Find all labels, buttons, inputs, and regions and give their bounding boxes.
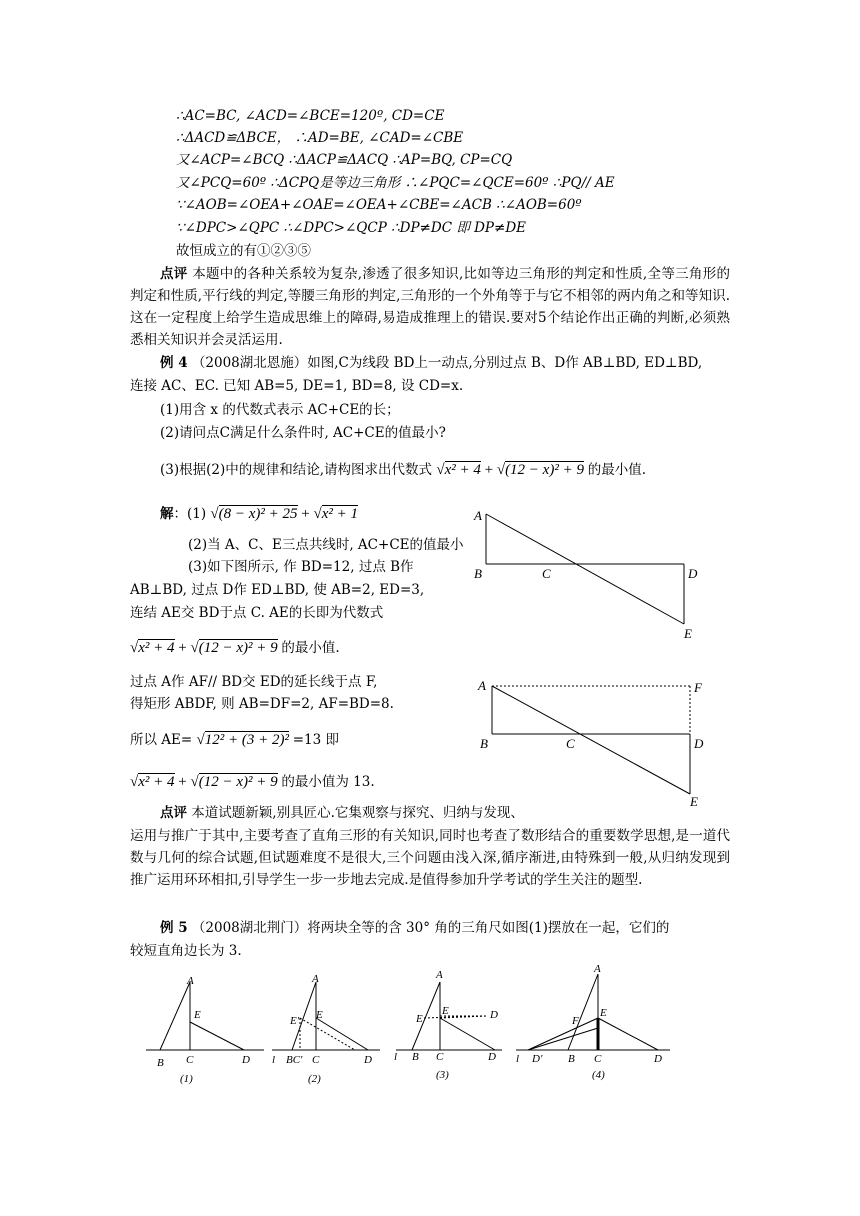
- radical-expression: √(8 − x)² + 25 + √x² + 1: [210, 506, 359, 522]
- point-label-a: A: [474, 508, 482, 523]
- point-label-e: E: [684, 626, 692, 641]
- point-label-c: C: [436, 1051, 444, 1063]
- point-label-c: C: [312, 1054, 320, 1066]
- radicand: x² + 1: [321, 506, 359, 522]
- point-label-d-2: D: [490, 1009, 498, 1021]
- point-label-bc-prime: BC': [286, 1054, 303, 1066]
- solution-3d-suffix: 的最小值.: [281, 640, 340, 656]
- line-label-l: l: [394, 1051, 398, 1063]
- figure-5-3: [396, 982, 502, 1050]
- comment-text: 本题中的各种关系较为复杂,渗透了很多知识,比如等边三角形的判定和性质,全等三角形的判定和性质,平行线的判定,等腰三角形的判定,三角形的一个外角等于与它不相邻的两内角之和等知识.这在一定程度上给学生造成思维上的障碍,易造成推理上的错误.要对5个结论作出正确的判断,必须熟悉相关知识并会灵活运用.: [130, 266, 731, 348]
- radicand: 12² + (3 + 2)²: [204, 732, 289, 748]
- radical-expression: √12² + (3 + 2)²: [196, 732, 289, 748]
- plus-sign: +: [484, 462, 494, 478]
- solution-1-prefix: ：(1): [173, 506, 207, 522]
- plus-sign: +: [178, 774, 187, 790]
- solution-6: [130, 769, 375, 795]
- point-label-d: D: [688, 566, 698, 581]
- solution-6-suffix: 的最小值为 13.: [281, 774, 375, 790]
- figure-5-4: [516, 974, 670, 1050]
- radicand: (12 − x)² + 9: [505, 462, 584, 478]
- solution-4a: 过点 A作 AF// BD交 ED的延长线于点 F,: [130, 674, 378, 690]
- point-label-a: A: [436, 969, 443, 981]
- example5-line2: 较短直角边长为 3.: [130, 943, 242, 959]
- example4-line1: [160, 353, 702, 373]
- solution-5-prefix: 所以 AE=: [130, 732, 193, 748]
- radicand: (12 − x)² + 9: [198, 640, 278, 656]
- question-3-suffix: 的最小值.: [587, 462, 646, 478]
- radicand: (8 − x)² + 25: [218, 506, 298, 522]
- point-label-a: A: [312, 973, 319, 985]
- point-label-b: B: [157, 1057, 164, 1069]
- proof-line: ∵∠DPC>∠QPC ∴∠DPC>∠QCP ∴DP≠DC 即 DP≠DE: [176, 220, 527, 236]
- plus-sign: +: [301, 506, 310, 522]
- comment2-text-line1: 本道试题新颖,别具匠心.它集观察与探究、归纳与发现、: [191, 805, 524, 821]
- radicand: x² + 4: [138, 774, 175, 790]
- point-label-f: F: [694, 680, 702, 695]
- radical-expression: √x² + 4 + √(12 − x)² + 9: [130, 640, 278, 656]
- line-label-l: l: [516, 1053, 520, 1065]
- figure-caption: (1): [180, 1073, 193, 1085]
- question-3: [160, 457, 646, 483]
- comment2-label: 点评: [160, 805, 187, 821]
- question-2: (2)请问点C满足什么条件时, AC+CE的值最小?: [160, 425, 446, 441]
- solution-5: [130, 727, 339, 753]
- solution-3a: (3)如下图所示, 作 BD=12, 过点 B作: [188, 559, 414, 575]
- proof-line: 又∠ACP=∠BCQ ∴ΔACP≌ΔACQ ∴AP=BQ, CP=CQ: [176, 152, 513, 168]
- figure-5-2: [272, 982, 380, 1050]
- figure-5-1: [146, 982, 264, 1050]
- comment2-line1: [160, 803, 524, 823]
- proof-line: 又∠PCQ=60º ∴ΔCPQ是等边三角形 ∴∠PQC=∠QCE=60º ∴PQ// AE: [176, 175, 615, 191]
- point-label-d: D: [654, 1053, 662, 1065]
- proof-line: ∴AC=BC, ∠ACD=∠BCE=120º, CD=CE: [176, 108, 445, 124]
- point-label-f: F: [572, 1015, 579, 1027]
- point-label-b: B: [480, 736, 488, 751]
- example4-line2: 连接 AC、EC. 已知 AB=5, DE=1, BD=8, 设 CD=x.: [130, 378, 464, 394]
- point-label-a: A: [187, 975, 194, 987]
- point-label-a: A: [594, 963, 601, 975]
- figure-caption: (4): [592, 1069, 605, 1081]
- figure-example5-row: [140, 960, 680, 1090]
- figure-example4-top: [466, 500, 726, 650]
- segment-ae: [486, 514, 684, 624]
- point-label-b: B: [568, 1053, 575, 1065]
- radical-expression: √x² + 4 + √(12 − x)² + 9: [130, 774, 278, 790]
- point-label-c: C: [566, 736, 575, 751]
- comment-label: 点评: [160, 266, 188, 282]
- figure-caption: (2): [308, 1073, 321, 1085]
- point-label-e: E: [194, 1009, 201, 1021]
- solution-1: [160, 502, 358, 526]
- point-label-d: D: [694, 736, 704, 751]
- point-label-e: E: [316, 1009, 323, 1021]
- example5-line1: [160, 918, 669, 938]
- comment-paragraph: [130, 263, 730, 351]
- figure-example4-bottom: [466, 672, 726, 812]
- question-3-prefix: (3)根据(2)中的规律和结论,请构图求出代数式: [160, 462, 433, 478]
- point-label-c: C: [594, 1053, 602, 1065]
- point-label-e: E: [690, 794, 698, 809]
- example5-label: 例 5: [160, 920, 188, 936]
- point-label-b: B: [412, 1051, 419, 1063]
- point-label-d: D: [242, 1054, 250, 1066]
- solution-4b: 得矩形 ABDF, 则 AB=DF=2, AF=BD=8.: [130, 696, 394, 712]
- proof-conclusion: 故恒成立的有①②③⑤: [176, 243, 311, 259]
- comment2-paragraph: 运用与推广于其中,主要考查了直角三形的有关知识,同时也考查了数形结合的重要数学思想,是一道代数与几何的综合试题,但试题难度不是很大,三个问题由浅入深,循序渐进,由特殊到一般,从归纳发现到推广运用环环相扣,引导学生一步一步地去完成.是值得参加升学考试的学生关注的题型.: [130, 828, 730, 888]
- radical-expression: √x² + 4 + √(12 − x)² + 9: [436, 462, 584, 478]
- question-1: (1)用含 x 的代数式表示 AC+CE的长；: [160, 402, 400, 418]
- point-label-e-2: E: [442, 1005, 449, 1017]
- solution-5-suffix: =13 即: [292, 732, 340, 748]
- solution-3b: AB⊥BD, 过点 D作 ED⊥BD, 使 AB=2, ED=3,: [130, 582, 425, 598]
- proof-line: ∴ΔACD≌ΔBCE， ∴AD=BE, ∠CAD=∠CBE: [176, 130, 464, 146]
- point-label-e-prime: E': [290, 1015, 300, 1027]
- point-label-d: D: [364, 1054, 372, 1066]
- radicand: x² + 4: [444, 462, 481, 478]
- solution-3c: 连结 AE交 BD于点 C. AE的长即为代数式: [130, 605, 384, 621]
- solution-3d: [130, 635, 340, 661]
- line-label-l: l: [272, 1054, 276, 1066]
- radicand: (12 − x)² + 9: [198, 774, 278, 790]
- solution-2: (2)当 A、C、E三点共线时, AC+CE的值最小: [188, 537, 464, 553]
- segment-ae: [492, 686, 690, 794]
- example5-text: （2008湖北荆门）将两块全等的含 30° 角的三角尺如图(1)摆放在一起，它们的: [191, 920, 670, 936]
- plus-sign: +: [178, 640, 187, 656]
- example4-label: 例 4: [160, 355, 188, 371]
- radicand: x² + 4: [138, 640, 175, 656]
- point-label-d: D: [488, 1051, 496, 1063]
- solution-label: 解: [160, 506, 174, 522]
- figure-caption: (3): [436, 1069, 449, 1081]
- point-label-b: B: [474, 566, 482, 581]
- example4-text: （2008湖北恩施）如图,C为线段 BD上一动点,分别过点 B、D作 AB⊥BD, ED⊥BD,: [191, 355, 703, 371]
- proof-line: ∵∠AOB=∠OEA+∠OAE=∠OEA+∠CBE=∠ACB ∴∠AOB=60º: [176, 197, 582, 213]
- point-label-c: C: [186, 1054, 194, 1066]
- point-label-c: C: [542, 566, 551, 581]
- point-label-d-prime: D': [532, 1053, 543, 1065]
- point-label-e: E: [600, 1007, 607, 1019]
- point-label-a: A: [478, 678, 486, 693]
- point-label-e: E: [416, 1013, 423, 1025]
